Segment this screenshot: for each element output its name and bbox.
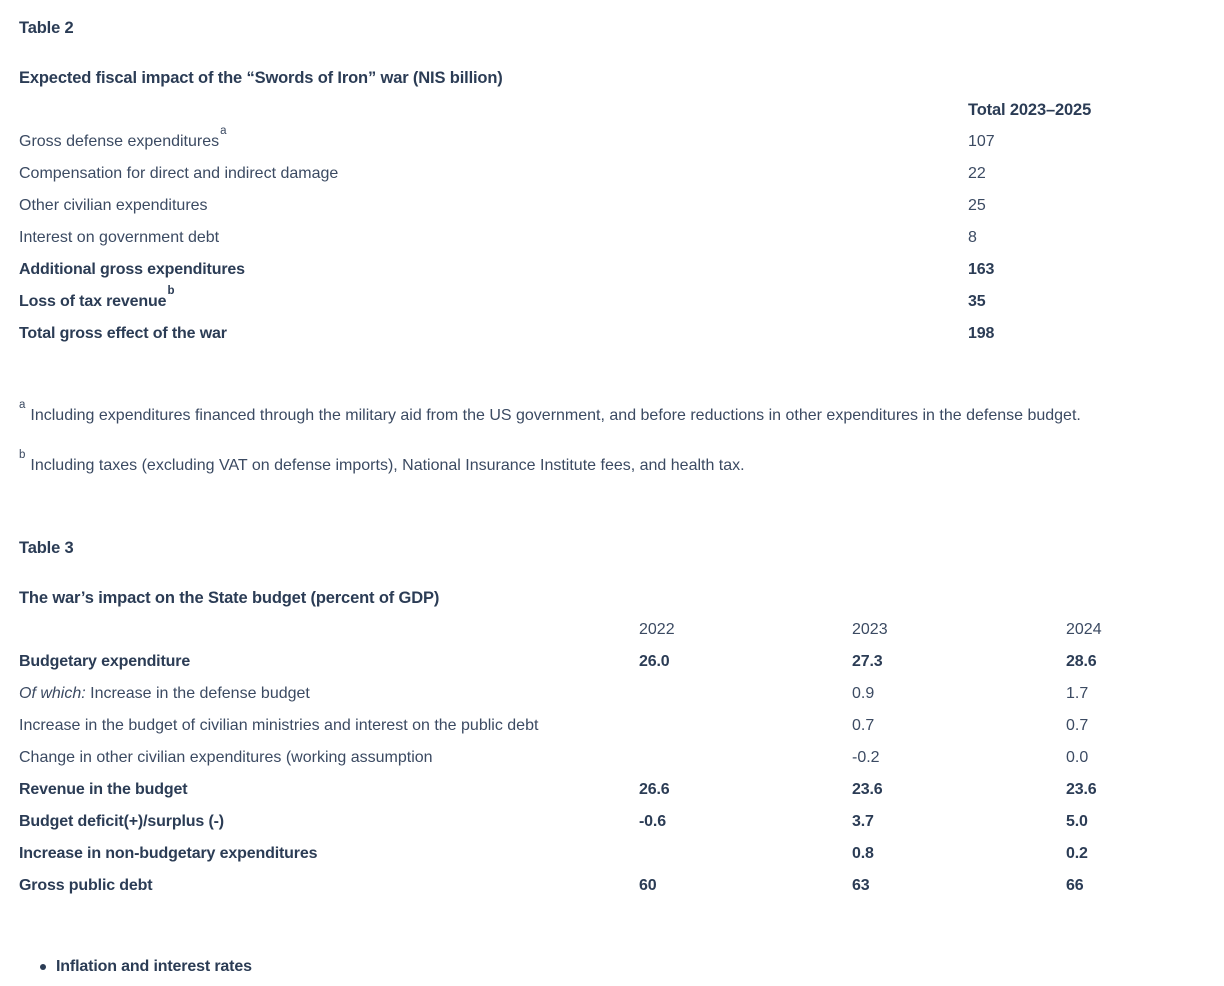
row-value: 8 bbox=[968, 229, 977, 246]
row-value-2024: 1.7 bbox=[1066, 685, 1089, 702]
row-label: Compensation for direct and indirect damage bbox=[19, 165, 339, 182]
table2-title-text: Expected fiscal impact of the “Swords of Iron” war (NIS billion) bbox=[19, 69, 503, 87]
row-label: Increase in the budget of civilian ministries and interest on the public debt bbox=[19, 717, 539, 734]
footnote-text: $^b$Including taxes (excluding VAT on defense imports), National Insurance Institute fees, and health tax. bbox=[19, 448, 745, 474]
col-header-2022: 2022 bbox=[639, 621, 675, 638]
row-value-2024: 23.6 bbox=[1066, 781, 1097, 798]
table3-title bbox=[0, 586, 1224, 610]
row-label: Of which: Increase in the defense budget bbox=[19, 685, 310, 702]
row-value: 198 bbox=[968, 325, 995, 342]
table2-row bbox=[0, 258, 1224, 282]
row-value-2023: 3.7 bbox=[852, 813, 874, 830]
row-value: 163 bbox=[968, 261, 995, 278]
bullet-item-label: Inflation and interest rates bbox=[56, 958, 252, 975]
row-label: Total gross effect of the war bbox=[19, 325, 227, 342]
bullet-icon bbox=[40, 964, 46, 970]
row-value-2022: -0.6 bbox=[639, 813, 666, 830]
row-value-2022: 26.6 bbox=[639, 781, 670, 798]
row-value-2023: 0.8 bbox=[852, 845, 874, 862]
row-value-2024: 0.7 bbox=[1066, 717, 1089, 734]
row-value-2023: 0.9 bbox=[852, 685, 875, 702]
row-value-2024: 0.0 bbox=[1066, 749, 1089, 766]
row-value: 25 bbox=[968, 197, 986, 214]
row-value-2024: 66 bbox=[1066, 877, 1084, 894]
table2-row bbox=[0, 194, 1224, 218]
footnote-b bbox=[0, 448, 1224, 478]
row-value-2023: 23.6 bbox=[852, 781, 883, 798]
col-header-2023: 2023 bbox=[852, 621, 888, 638]
row-label: Gross public debt bbox=[19, 877, 153, 894]
table3-title-text: The war’s impact on the State budget (percent of GDP) bbox=[19, 589, 440, 607]
table2-label-text: Table 2 bbox=[19, 19, 74, 37]
footnote-marker: a bbox=[220, 124, 227, 137]
row-value-2022: 26.0 bbox=[639, 653, 670, 670]
table2-row bbox=[0, 322, 1224, 346]
row-value: 22 bbox=[968, 165, 986, 182]
table2-label bbox=[0, 16, 1224, 40]
table3-label-text: Table 3 bbox=[19, 539, 74, 557]
table3-row bbox=[0, 682, 1224, 706]
row-value-2023: 27.3 bbox=[852, 653, 883, 670]
table3-label bbox=[0, 536, 1224, 560]
table3-header-row bbox=[0, 618, 1224, 642]
row-label: Gross defense expenditures$^a$ bbox=[19, 124, 227, 150]
row-label: Revenue in the budget bbox=[19, 781, 188, 798]
row-value-2022: 60 bbox=[639, 877, 657, 894]
footnote-text: $^a$Including expenditures financed through the military aid from the US government, and before reductions in other expenditures in the defense budget. bbox=[19, 398, 1081, 424]
row-label: Additional gross expenditures bbox=[19, 261, 245, 278]
row-value-2024: 5.0 bbox=[1066, 813, 1088, 830]
footnote-marker: a bbox=[19, 398, 26, 411]
table3-row bbox=[0, 714, 1224, 738]
row-label: Increase in non-budgetary expenditures bbox=[19, 845, 318, 862]
table3-row bbox=[0, 650, 1224, 674]
footnote-a bbox=[0, 398, 1224, 428]
row-value-2024: 28.6 bbox=[1066, 653, 1097, 670]
table3-row bbox=[0, 746, 1224, 770]
row-value: 107 bbox=[968, 133, 995, 150]
row-value-2023: 63 bbox=[852, 877, 870, 894]
table2-row bbox=[0, 162, 1224, 186]
row-label: Change in other civilian expenditures (working assumption bbox=[19, 749, 433, 766]
row-value-2024: 0.2 bbox=[1066, 845, 1088, 862]
row-value-2023: -0.2 bbox=[852, 749, 880, 766]
table2-row bbox=[0, 226, 1224, 250]
table3-row bbox=[0, 874, 1224, 898]
row-label: Budgetary expenditure bbox=[19, 653, 191, 670]
row-label: Loss of tax revenue$^b$ bbox=[19, 284, 175, 310]
footnote-marker: b bbox=[167, 284, 175, 297]
table2-row bbox=[0, 124, 1224, 154]
table3-row bbox=[0, 778, 1224, 802]
col-header-2024: 2024 bbox=[1066, 621, 1102, 638]
bullet-list-item bbox=[0, 955, 1224, 979]
row-value: 35 bbox=[968, 293, 986, 310]
table3-row bbox=[0, 842, 1224, 866]
row-label: Other civilian expenditures bbox=[19, 197, 208, 214]
table2-title bbox=[0, 66, 1224, 90]
table3-row bbox=[0, 810, 1224, 834]
row-label: Interest on government debt bbox=[19, 229, 220, 246]
table2-header-row bbox=[0, 98, 1224, 122]
row-label: Budget deficit(+)/surplus (-) bbox=[19, 813, 224, 830]
table2-col-header: Total 2023–2025 bbox=[968, 101, 1092, 119]
footnote-marker: b bbox=[19, 448, 26, 461]
table2-row bbox=[0, 284, 1224, 314]
row-value-2023: 0.7 bbox=[852, 717, 875, 734]
